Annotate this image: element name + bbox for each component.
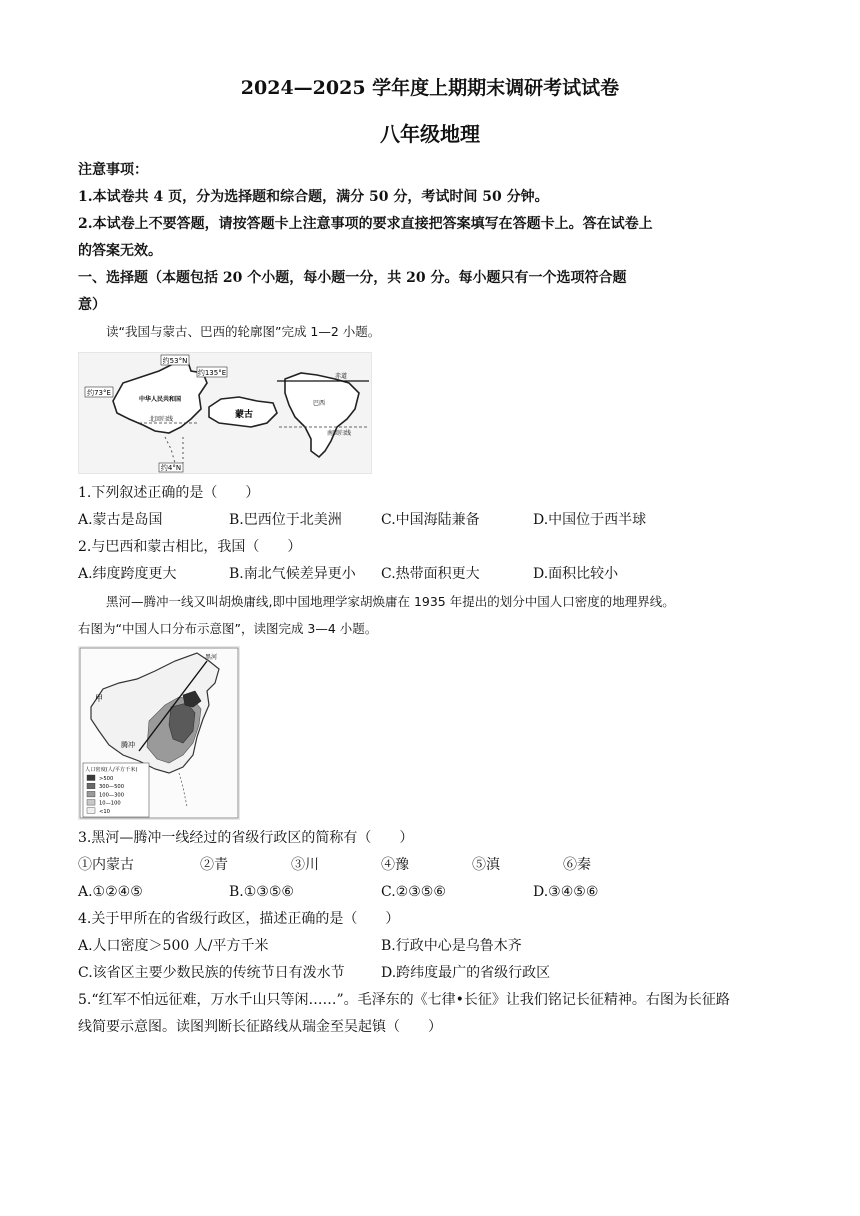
label-73e: 约73°E bbox=[87, 389, 111, 397]
question-3-stem: 3.黑河—腾冲一线经过的省级行政区的简称有（ ） bbox=[78, 830, 414, 846]
question-1-option-d[interactable]: D.中国位于西半球 bbox=[533, 512, 647, 528]
question-2-option-c[interactable]: C.热带面积更大 bbox=[381, 566, 480, 582]
question-1-option-c[interactable]: C.中国海陆兼备 bbox=[381, 512, 480, 528]
label-135e: 约135°E bbox=[197, 369, 227, 377]
legend-swatch bbox=[87, 791, 95, 797]
section-heading-line-1: 一、选择题（本题包括 20 个小题，每小题一分，共 20 分。每小题只有一个选项符合题 bbox=[78, 270, 627, 286]
question-1-stem: 1.下列叙述正确的是（ ） bbox=[78, 485, 260, 501]
legend-label: 100—300 bbox=[99, 792, 124, 799]
legend-title: 人口密度(人/平方千米) bbox=[85, 767, 138, 773]
south-china-sea-line bbox=[165, 437, 175, 463]
china-population-map bbox=[78, 646, 240, 820]
label-brazil: 巴西 bbox=[313, 400, 326, 407]
question-2-option-a[interactable]: A.纬度跨度更大 bbox=[78, 566, 177, 582]
notes-item-1: 1.本试卷共 4 页，分为选择题和综合题，满分 50 分，考试时间 50 分钟。 bbox=[78, 189, 549, 205]
legend-swatch bbox=[87, 775, 95, 781]
question-1-option-a[interactable]: A.蒙古是岛国 bbox=[78, 512, 163, 528]
legend-label: <10 bbox=[99, 808, 110, 815]
label-tengchong: 腾冲 bbox=[121, 741, 135, 749]
question-3-choice-6: ⑥秦 bbox=[563, 857, 591, 873]
question-4-option-b[interactable]: B.行政中心是乌鲁木齐 bbox=[381, 938, 522, 954]
legend-swatch bbox=[87, 808, 95, 814]
exam-subject: 八年级地理 bbox=[380, 122, 480, 146]
label-jia: 甲 bbox=[95, 694, 103, 703]
label-53n: 约53°N bbox=[162, 357, 188, 365]
label-equator: 赤道 bbox=[335, 373, 348, 380]
question-4-option-d[interactable]: D.跨纬度最广的省级行政区 bbox=[381, 965, 551, 981]
question-2-option-d[interactable]: D.面积比较小 bbox=[533, 566, 619, 582]
question-3-choice-5: ⑤滇 bbox=[472, 857, 500, 873]
section-heading-line-2: 意） bbox=[78, 297, 106, 313]
legend-swatch bbox=[87, 800, 95, 806]
question-3-choice-2: ②青 bbox=[200, 857, 228, 873]
question-3-option-c[interactable]: C.②③⑤⑥ bbox=[381, 884, 446, 900]
question-4-option-a[interactable]: A.人口密度＞500 人/平方千米 bbox=[78, 938, 269, 954]
question-4-option-c[interactable]: C.该省区主要少数民族的传统节日有泼水节 bbox=[78, 965, 345, 981]
outline-map-china-mongolia-brazil bbox=[78, 352, 372, 474]
question-4-stem: 4.关于甲所在的省级行政区，描述正确的是（ ） bbox=[78, 911, 400, 927]
question-2-stem: 2.与巴西和蒙古相比，我国（ ） bbox=[78, 539, 302, 555]
question-3-choice-1: ①内蒙古 bbox=[78, 857, 134, 873]
label-china: 中华人民共和国 bbox=[139, 396, 182, 403]
intro-questions-1-2: 读“我国与蒙古、巴西的轮廓图”完成 1—2 小题。 bbox=[106, 324, 381, 339]
exam-title: 2024—2025 学年度上期期末调研考试试卷 bbox=[240, 77, 620, 99]
notes-item-2-line-2: 的答案无效。 bbox=[78, 243, 162, 259]
brazil-outline bbox=[285, 373, 359, 457]
notes-item-2-line-1: 2.本试卷上不要答题，请按答题卡上注意事项的要求直接把答案填写在答题卡上。答在试卷上 bbox=[78, 216, 653, 232]
question-3-choice-4: ④豫 bbox=[381, 857, 409, 873]
question-3-option-a[interactable]: A.①②④⑤ bbox=[78, 884, 143, 900]
label-tropic-south: 南回归线 bbox=[327, 430, 352, 437]
legend-label: >500 bbox=[99, 776, 114, 782]
notes-heading: 注意事项： bbox=[78, 162, 148, 178]
intro-questions-3-4-line-1: 黑河—腾冲一线又叫胡焕庸线,即中国地理学家胡焕庸在 1935 年提出的划分中国人口密度的地理界线。 bbox=[106, 594, 675, 609]
question-2-option-b[interactable]: B.南北气候差异更小 bbox=[229, 566, 356, 582]
question-1-option-b[interactable]: B.巴西位于北美洲 bbox=[229, 512, 342, 528]
legend-swatch bbox=[87, 783, 95, 789]
question-3-option-d[interactable]: D.③④⑤⑥ bbox=[533, 884, 599, 900]
question-5-stem-line-1: 5.“红军不怕远征难，万水千山只等闲……”。毛泽东的《七律•长征》让我们铭记长征精神。右图为长征路 bbox=[78, 992, 730, 1008]
legend-label: 300—500 bbox=[99, 784, 124, 791]
label-tropic-north: 北回归线 bbox=[149, 416, 174, 423]
legend-label: 10—100 bbox=[99, 800, 121, 807]
label-heihe: 黑河 bbox=[205, 654, 218, 661]
label-4n: 约4°N bbox=[160, 464, 182, 472]
question-3-option-b[interactable]: B.①③⑤⑥ bbox=[229, 884, 294, 900]
intro-questions-3-4-line-2: 右图为“中国人口分布示意图”，读图完成 3—4 小题。 bbox=[78, 621, 378, 636]
label-mongolia: 蒙古 bbox=[235, 410, 254, 420]
question-3-choice-3: ③川 bbox=[291, 857, 319, 873]
question-5-stem-line-2: 线简要示意图。读图判断长征路线从瑞金至吴起镇（ ） bbox=[78, 1019, 442, 1035]
